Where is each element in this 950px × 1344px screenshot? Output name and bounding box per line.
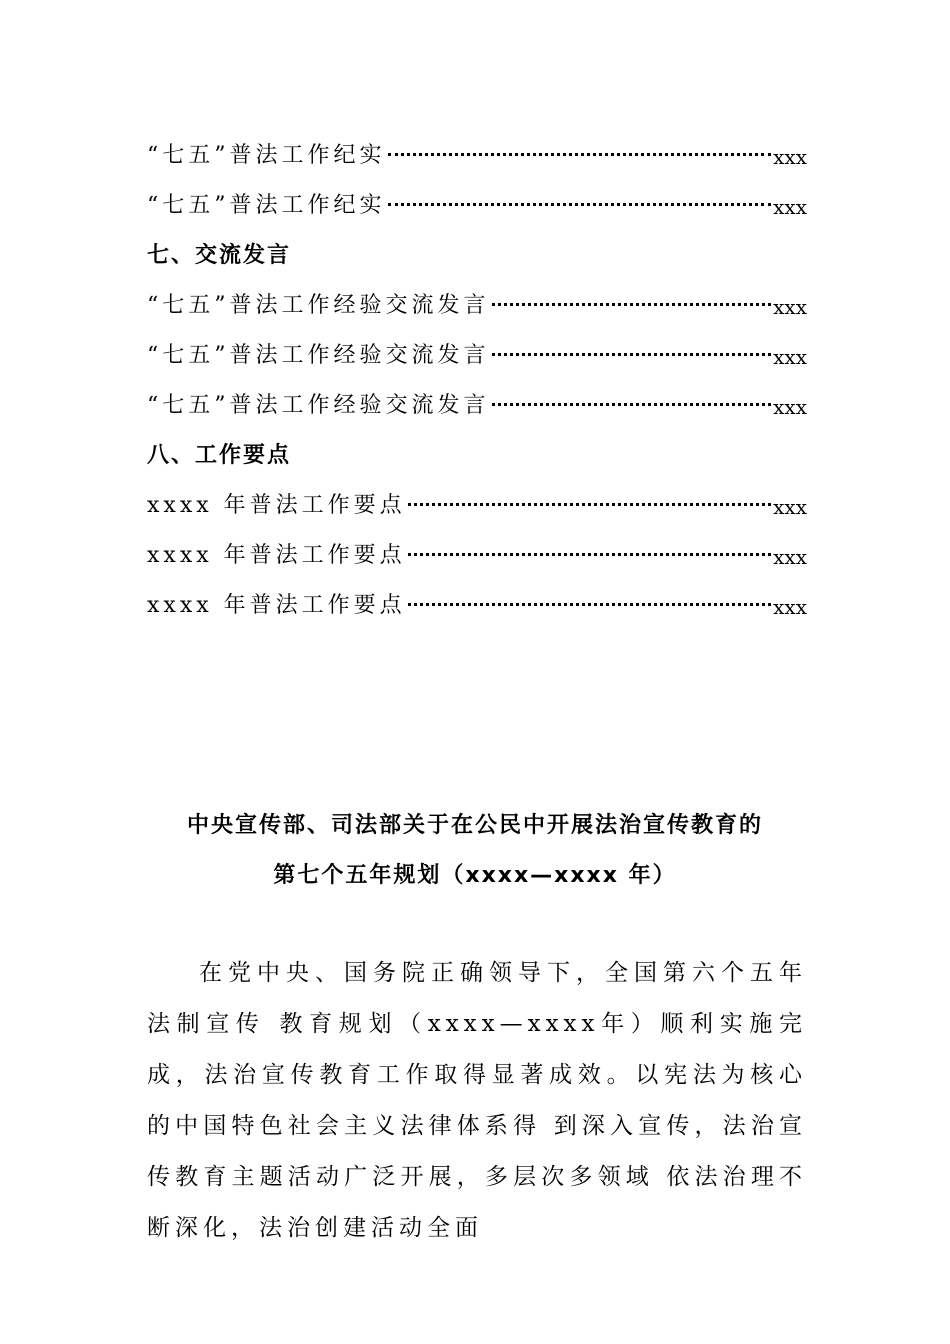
toc-leader-dots	[388, 142, 772, 164]
body-paragraph: 在党中央、国务院正确领导下，全国第六个五年法制宣传 教育规划（xxxx—xxxx年）顺利实施完成，法治宣传教育工作取得显著成效。以宪法为核心的中国特色社会主义法律体系得 到深入宣传，法治宣传教育主题活动广泛开展，多层次多领域 依法治理不断深化，法治创建活动全面	[147, 960, 807, 1241]
toc-entry-page: xxx	[773, 345, 807, 369]
toc-section-heading-7: 七、交流发言	[147, 242, 292, 268]
toc-entry[interactable]	[147, 328, 807, 378]
toc-entry[interactable]	[147, 278, 807, 328]
toc-leader-dots	[492, 292, 772, 314]
toc-entry-page: xxx	[773, 145, 807, 169]
toc-leader-dots	[492, 342, 772, 364]
toc-entry-title: xxxx 年普法工作要点	[147, 542, 406, 568]
toc-entry[interactable]	[147, 478, 807, 528]
toc-entry[interactable]	[147, 528, 807, 578]
toc-entry-page: xxx	[773, 595, 807, 619]
toc-entry-title: “七五”普法工作经验交流发言	[147, 342, 490, 368]
toc-entry-page: xxx	[773, 395, 807, 419]
document-title-line-1: 中央宣传部、司法部关于在公民中开展法治宣传教育的	[186, 813, 763, 838]
toc-entry-title: “七五”普法工作经验交流发言	[147, 292, 490, 318]
toc-entry-title: “七五”普法工作纪实	[147, 192, 386, 218]
toc-leader-dots	[492, 392, 772, 414]
toc-leader-dots	[408, 542, 772, 564]
table-of-contents	[147, 128, 807, 628]
document-title-line-2: 第七个五年规划（xxxx—xxxx 年）	[273, 863, 677, 888]
toc-entry-title: xxxx 年普法工作要点	[147, 592, 406, 618]
toc-entry-title: “七五”普法工作经验交流发言	[147, 392, 490, 418]
toc-entry[interactable]	[147, 128, 807, 178]
toc-entry[interactable]	[147, 378, 807, 428]
toc-entry-page: xxx	[773, 495, 807, 519]
toc-entry-title: xxxx 年普法工作要点	[147, 492, 406, 518]
toc-entry-title: “七五”普法工作纪实	[147, 142, 386, 168]
document-body	[147, 948, 807, 1254]
toc-entry[interactable]	[147, 578, 807, 628]
toc-entry[interactable]	[147, 178, 807, 228]
toc-leader-dots	[408, 592, 772, 614]
toc-leader-dots	[388, 192, 772, 214]
toc-leader-dots	[408, 492, 772, 514]
toc-section-heading-8: 八、工作要点	[147, 442, 292, 468]
toc-entry-page: xxx	[773, 195, 807, 219]
toc-entry-page: xxx	[773, 295, 807, 319]
toc-entry-page: xxx	[773, 545, 807, 569]
